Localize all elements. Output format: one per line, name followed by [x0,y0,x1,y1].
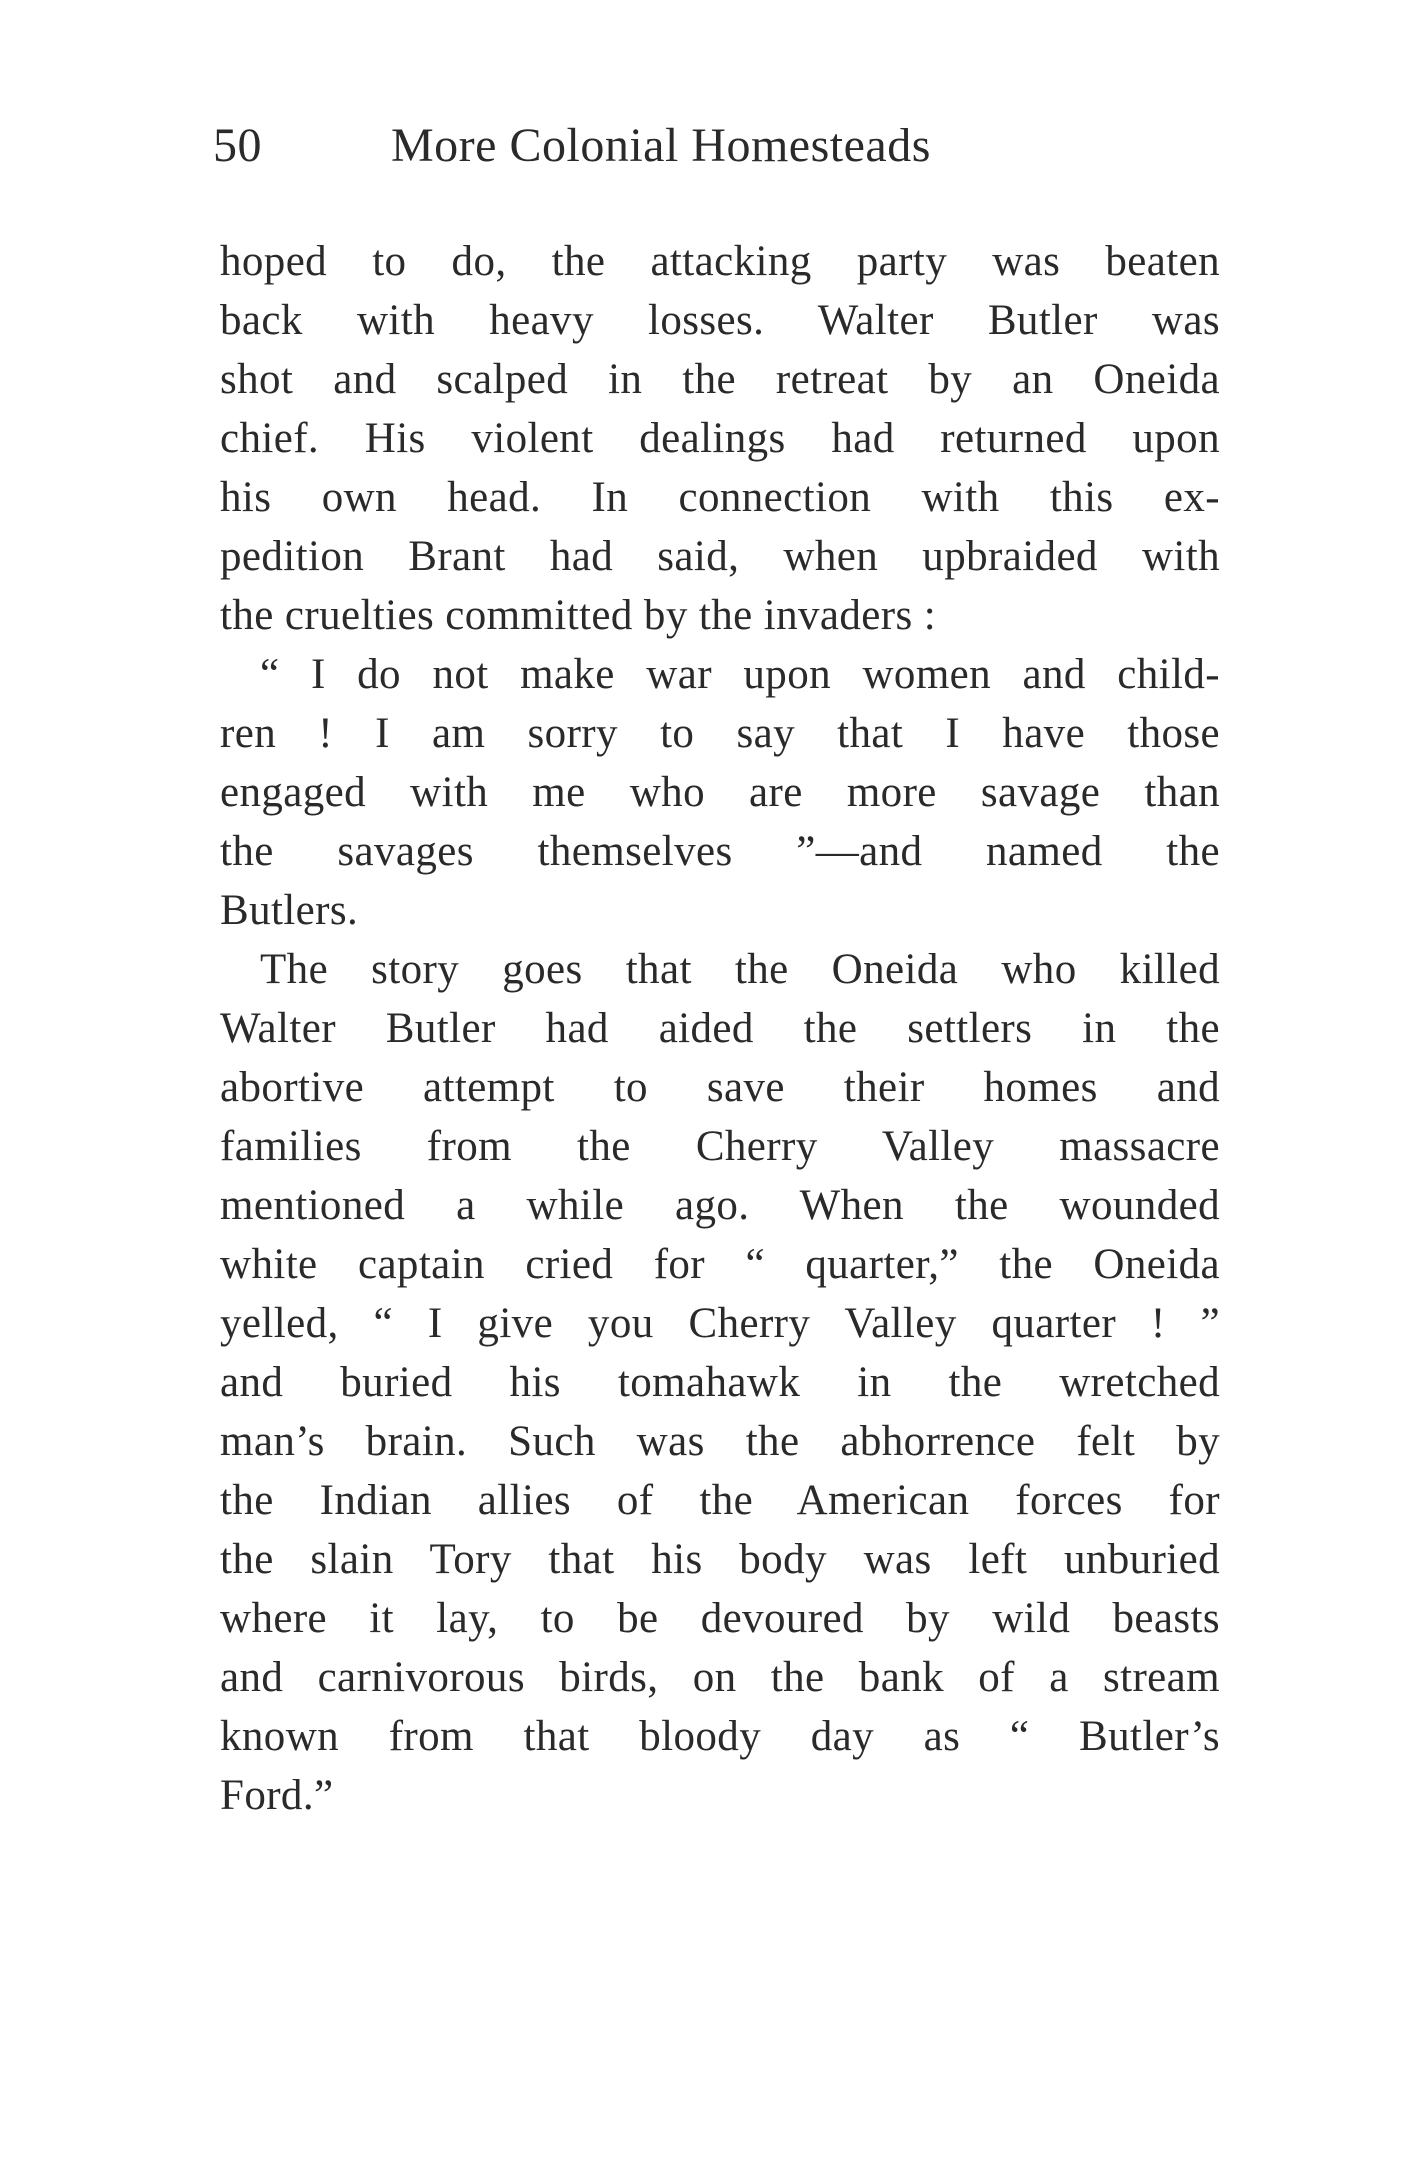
paragraph [220,645,1220,940]
text-line: families from the Cherry Valley massacre [220,1123,1220,1170]
text-line: mentioned a while ago. When the wounded [220,1182,1220,1229]
text-line: man’s brain. Such was the abhorrence felt by [220,1418,1220,1465]
text-line: hoped to do, the attacking party was beaten [220,238,1220,285]
page-number: 50 [213,119,262,172]
text-line: abortive attempt to save their homes and [220,1064,1220,1111]
text-line: white captain cried for “ quarter,” the Oneida [220,1241,1220,1288]
text-line: the cruelties committed by the invaders : [220,592,937,639]
body-text [220,232,1220,1825]
running-title: More Colonial Homesteads [391,119,931,172]
text-line: back with heavy losses. Walter Butler was [220,297,1220,344]
text-line: “ I do not make war upon women and child- [260,651,1220,698]
text-line: the savages themselves ”—and named the [220,828,1220,875]
paragraph [220,232,1220,645]
text-line: shot and scalped in the retreat by an Oneida [220,356,1220,403]
text-line: the Indian allies of the American forces for [220,1477,1220,1524]
text-line: engaged with me who are more savage than [220,769,1220,816]
text-line: The story goes that the Oneida who killed [260,946,1220,993]
text-line: known from that bloody day as “ Butler’s [220,1713,1220,1760]
text-line: pedition Brant had said, when upbraided with [220,533,1220,580]
page-header [213,118,1223,188]
text-line: Walter Butler had aided the settlers in the [220,1005,1220,1052]
text-line: Ford.” [220,1772,334,1819]
text-line: his own head. In connection with this ex- [220,474,1220,521]
text-line: yelled, “ I give you Cherry Valley quarter ! ” [220,1300,1220,1347]
paragraph [220,940,1220,1825]
text-line: Butlers. [220,887,359,934]
text-line: and buried his tomahawk in the wretched [220,1359,1220,1406]
text-line: where it lay, to be devoured by wild beasts [220,1595,1220,1642]
text-line: chief. His violent dealings had returned upon [220,415,1220,462]
text-line: ren ! I am sorry to say that I have those [220,710,1220,757]
text-line: the slain Tory that his body was left unburied [220,1536,1220,1583]
text-line: and carnivorous birds, on the bank of a stream [220,1654,1220,1701]
